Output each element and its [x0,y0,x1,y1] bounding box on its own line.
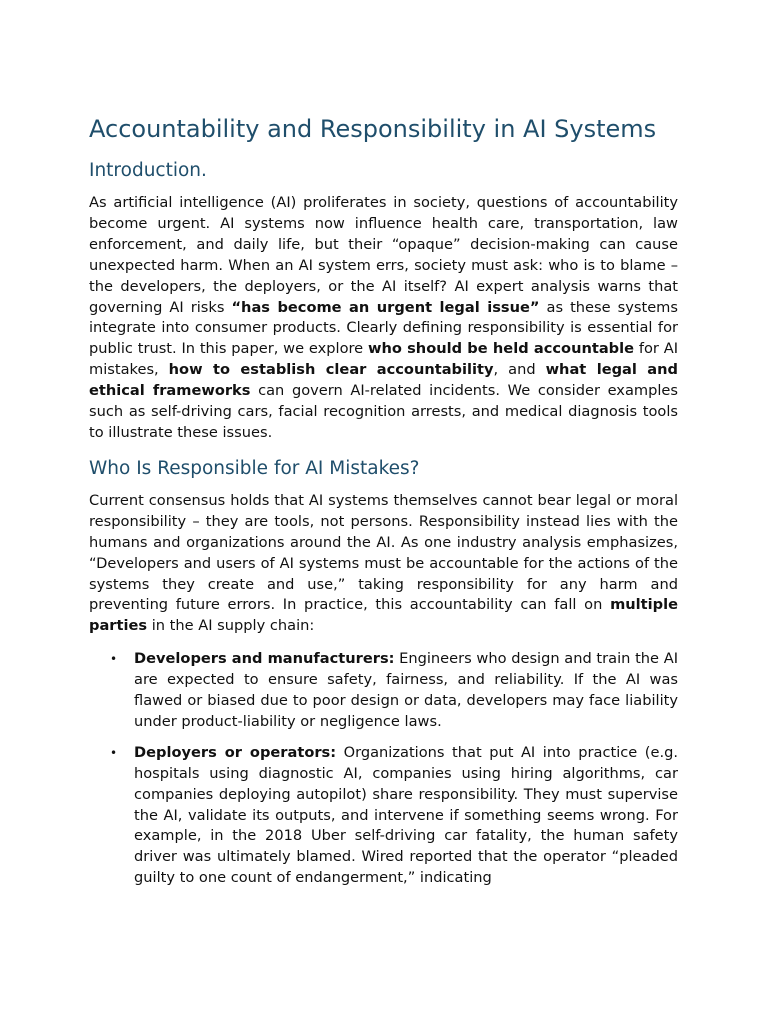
list-item-lead: Developers and manufacturers: [134,650,395,668]
intro-text-4: , and [493,361,546,379]
who-bold-1: multiple parties [89,596,678,635]
bullet-icon: • [110,745,118,760]
intro-text-2: as these systems integrate into consumer products. Clearly defining responsibility is essential for public trust. In this paper, we explore [89,298,679,358]
intro-paragraph [89,193,678,444]
intro-text-5: can govern AI-related incidents. We consider examples such as self-driving cars, facial recognition arrests, and medical diagnosis tools to illustrate these issues. [89,382,678,441]
list-item [110,649,678,733]
list-item-text: Organizations that put AI into practice (e.g. hospitals using diagnostic AI, companies using hiring algorithms, car companies deploying autopilot) share responsibility. They must supervise the AI, validate its outputs, and intervene if something seems wrong. For example, in the 2018 Uber self-driving car fatality, the human safety driver was ultimately blamed. Wired reported that the operator “pleaded guilty to one count of endangerment,” indicating [134,743,678,887]
list-item-lead: Deployers or operators: [134,743,337,761]
intro-bold-2: who should be held accountable [367,340,635,358]
who-text-1: Current consensus holds that AI systems themselves cannot bear legal or moral responsibility – they are tools, not persons. Responsibility instead lies with the humans and organizations around the AI. As one industry analysis emphasizes, “Developers and users of AI systems must be accountable for the actions of the systems they create and use,” taking responsibility for any harm and preventing future errors. In practice, this accountability can fall on [89,491,678,614]
intro-text-3: for AI mistakes, [89,340,679,379]
intro-bold-3: how to establish clear accountability [168,361,494,379]
intro-heading: Introduction. [89,160,207,181]
who-responsible-heading: Who Is Responsible for AI Mistakes? [89,457,420,479]
who-responsible-paragraph [89,491,678,637]
list-item [110,743,678,889]
intro-text-1: As artificial intelligence (AI) proliferates in society, questions of accountability become urgent. AI systems now influence health care, transportation, law enforcement, and daily life, but their “opaque” decision-making can cause unexpected harm. When an AI system errs, society must ask: who is to blame – the developers, the deployers, or the AI itself? AI expert analysis warns that governing AI risks [89,194,678,316]
bullet-icon: • [110,652,118,667]
who-text-2: in the AI supply chain: [147,617,315,635]
intro-bold-1: “has become an urgent legal issue” [231,298,540,316]
document-title: Accountability and Responsibility in AI Systems [89,115,657,143]
intro-bold-4: what legal and ethical frameworks [89,361,678,400]
responsible-parties-list [89,649,678,889]
list-item-text: Engineers who design and train the AI are expected to ensure safety, fairness, and reliability. If the AI was flawed or biased due to poor design or data, developers may face liability under product-liability or negligence laws. [134,650,678,730]
document-page [89,112,678,899]
